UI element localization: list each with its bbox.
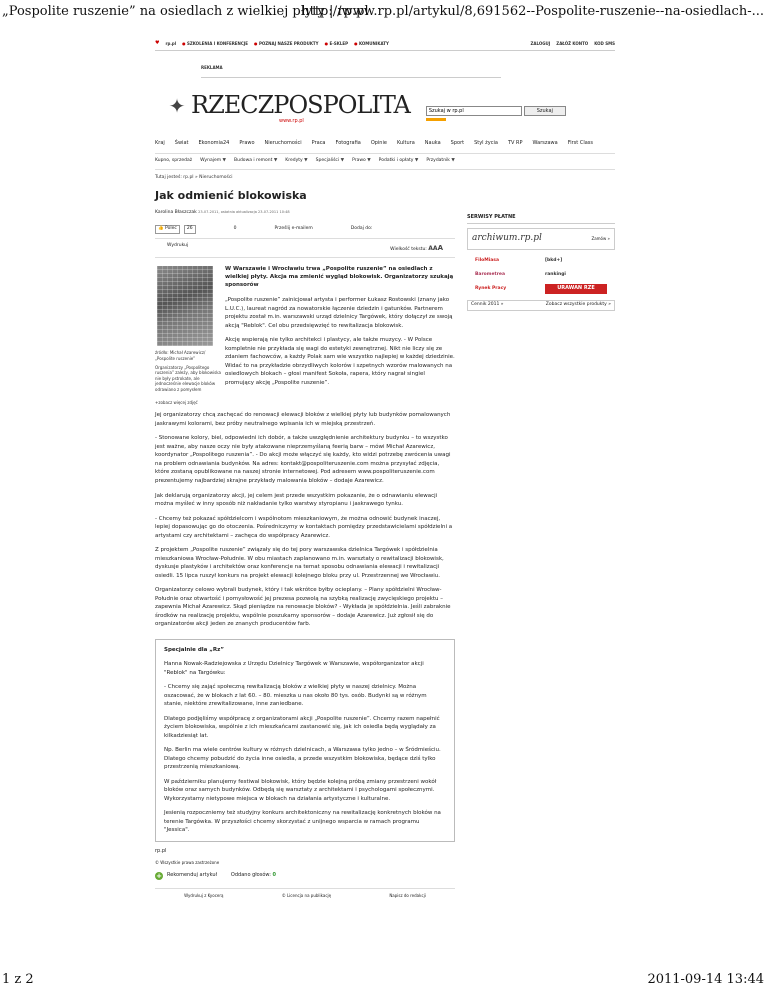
sidebar — [467, 186, 615, 899]
email-link[interactable]: Prześlij e-mailem — [274, 225, 313, 231]
recommend-row — [155, 872, 455, 880]
article-lead: W Warszawie i Wrocławiu trwa „Pospolite ruszenie” na osiedlach z wielkiej płyty. Akcja ma zmienić wygląd blokowisk. Organizatorzy szukają sponsorów — [225, 266, 454, 289]
print-kyocera-link[interactable]: Wydrukuj z Kyocerą — [184, 892, 224, 898]
special-paragraph: Hanna Nowak-Radziejowska z Urzędu Dzielnicy Targówek w Warszawie, współorganizator akcji "Reblok" na Targówku: — [164, 661, 424, 676]
nav-item[interactable]: Fotografia — [335, 139, 361, 146]
paragraph: - Chcemy też pokazać spółdzielcom i wspólnotom mieszkaniowym, że można odnowić budynek inaczej, lepiej dopasowując go do otoczenia. Pośredniczymy w kontaktach pomiędzy przedstawicielami spółdzielni a artystami czy architektami – zachęca do współpracy Azarewicz. — [155, 515, 453, 539]
text-size-small[interactable]: A — [428, 244, 433, 252]
dropdown-arrow-icon: ▼ — [273, 158, 278, 163]
masthead — [155, 92, 615, 134]
print-header-url: http://www.rp.pl/artykul/8,691562--Pospolite-ruszenie--na-osiedlach-... — [301, 4, 764, 19]
topbar-link-esklep[interactable]: ● E-SKLEP — [324, 40, 349, 46]
comment-count[interactable]: 0 — [233, 225, 237, 231]
service-logo[interactable]: Barometrea — [475, 271, 505, 277]
lead-text — [225, 266, 455, 405]
archive-banner[interactable] — [467, 228, 615, 250]
article-column — [155, 186, 455, 899]
contact-editors-link[interactable]: Napisz do redakcji — [389, 892, 426, 898]
special-paragraph: Jesienią rozpoczniemy też studyjny konkurs architektoniczny na rewitalizację konkretnych bloków na terenie Targówka. W przyszłości chcemy skorzystać z unijnego wsparcia w ramach programu "Jessica". — [164, 810, 441, 834]
eagle-icon: ✦ — [168, 93, 186, 118]
article-photo[interactable] — [157, 266, 213, 346]
price-list-row — [467, 300, 615, 311]
article-footer — [155, 848, 455, 899]
text-size-medium[interactable]: A — [432, 244, 438, 252]
top-bar — [155, 40, 615, 51]
content-area — [155, 186, 615, 899]
search-button[interactable]: Szukaj — [524, 106, 566, 116]
sidebar-title: SERWISY PŁATNE — [467, 214, 615, 225]
text-size-large[interactable]: A — [437, 243, 443, 252]
subnav-item[interactable]: Przydatnik ▼ — [426, 158, 455, 163]
more-photos-link[interactable]: +zobacz więcej zdjęć — [155, 399, 198, 405]
nav-item[interactable]: Świat — [174, 139, 189, 146]
paragraph: „Pospolite ruszenie” zainicjował artysta i performer Łukasz Rostowski (znany jako L.U.C.), laureat nagród za nowatorskie łączenie dziedzin i gatunków. Partnerem projektu został m.in. warszawski urząd dzielnicy Targówek, który dołączył ze swoją akcją "Reblok". Cel obu przedsięwzięć to rewitalizacja blokowisk. — [225, 297, 453, 329]
subnav-item[interactable]: Prawo ▼ — [352, 158, 371, 163]
nav-item[interactable]: Prawo — [239, 139, 255, 146]
footer-links — [155, 888, 455, 899]
service-logo[interactable]: [bkd+] — [545, 257, 563, 263]
all-products-link[interactable]: Zobacz wszystkie produkty » — [545, 302, 611, 307]
bullet-icon: ● — [182, 40, 186, 46]
special-box — [155, 639, 455, 842]
special-heading: Specjalnie dla „Rz” — [164, 646, 224, 653]
subnav-item[interactable]: Podatki i opłaty ▼ — [378, 158, 419, 163]
subnav-item[interactable]: Kredyty ▼ — [285, 158, 308, 163]
dropdown-arrow-icon: ▼ — [414, 158, 419, 163]
topbar-link-produkty[interactable]: ● POZNAJ NASZE PRODUKTY — [254, 40, 319, 46]
photo-column — [155, 266, 225, 405]
special-paragraph: W październiku planujemy festiwal blokowisk, który będzie kolejną próbą zmiany przestrzeni wokół bloków oraz samych budynków. Odbędą się warsztaty z architektami i psychologami społecznymi. Wykorzystamy nietypowe miejsca w blokach na działania artystyczne i kulturalne. — [164, 778, 437, 802]
search-input[interactable] — [426, 106, 522, 116]
service-logo[interactable]: URAWAN RZE — [545, 284, 607, 294]
dropdown-arrow-icon: ▼ — [451, 158, 455, 163]
nav-item[interactable]: Nieruchomości — [264, 139, 302, 146]
service-logo[interactable]: Rynek Pracy — [475, 285, 507, 291]
special-paragraph: Np. Berlin ma wiele centrów kultury w różnych dzielnicach, a Warszawa tylko jedno – w Śródmieściu. Dlatego chcemy pobudzić do życia inne osiedla, a przede wszystkim blokowiska, będące dziś tylko przestrzenią mieszkaniową. — [164, 747, 441, 771]
dropdown-arrow-icon: ▼ — [367, 158, 371, 163]
nav-item[interactable]: Warszawa — [532, 139, 558, 146]
nav-item[interactable]: Opinie — [370, 139, 387, 146]
special-paragraph: - Chcemy się zająć społeczną rewitalizacją bloków z wielkiej płyty w naszej dzielnicy. Można oszacować, że w blokach z lat 60. – 80. mieszka u nas około 80 tys. osób. Budynki są w różnym stanie, niektóre zrewitalizowane, inne zaniedbane. — [164, 684, 427, 708]
print-link[interactable]: Wydrukuj — [167, 242, 189, 248]
bullet-icon: ● — [354, 40, 358, 46]
service-logo[interactable]: FiloMiasa — [475, 257, 500, 263]
paragraph: Organizatorzy celowo wybrali budynek, który i tak wkrótce byłby ocieplany. – Plany spółdzielni Wrocław-Południe oraz otwartość i pomysłowość jej prezesa pozwolą na szybką realizację zwycięskiego projektu – zapewnia Michał Azarewicz. Skąd pieniądze na renowacje bloków? - Wykłada je spółdzielnia. Jeśli zabraknie środków na realizację projektu, wspólnie poszukamy sponsorów – dodaje Azarewicz. Już zgłosił się do organizatorów akcji jeden ze znanych producentów farb. — [155, 587, 451, 628]
article-tools — [155, 225, 455, 239]
nav-item[interactable]: Sport — [450, 139, 465, 146]
archive-logo: archiwum.rp.pl — [472, 233, 542, 244]
recommend-link[interactable]: Rekomenduj artykuł — [167, 871, 217, 878]
dropdown-arrow-icon: ▼ — [340, 158, 345, 163]
search-accent — [426, 118, 446, 121]
photo-caption: Organizatorzy „Pospolitego ruszenia” zależy, aby blokowiska nie były pstrokate, ale jednocześnie elewacje bloków odrawiano z pomysłem — [155, 365, 221, 392]
service-logo[interactable]: rankingi — [545, 271, 566, 277]
ad-divider — [201, 77, 501, 78]
source: rp.pl — [155, 848, 167, 854]
brand-link[interactable]: rp.pl — [165, 40, 177, 46]
subnav-item[interactable]: Kupno, sprzedaż — [155, 158, 193, 163]
lead-section — [155, 266, 455, 405]
ad-label: REKLAMA — [201, 64, 223, 70]
site-logo[interactable]: RZECZPOSPOLITA — [191, 90, 410, 119]
main-nav — [155, 140, 615, 155]
sms-code-link[interactable]: KOD SMS — [594, 40, 615, 46]
paragraph: Akcję wspierają nie tylko architekci i plastycy, ale także muzycy. - W Polsce kompletnie nie przykłada się wagi do estetyki zewnętrznej. Nikt nie liczy się ze zdaniem fachowców, a każdy Polak sam wie wszystko najlepiej w każdej dziedzinie. Widać to na przykładzie obrzydliwych kolorów i szpetnych wzorów malowanych na osiedlowych blokach – głosi manifest Sokoła, rapera, który nagrał singiel promujący akcję „Pospolite ruszenie”. — [225, 337, 455, 386]
bullet-icon: ● — [254, 40, 258, 46]
nav-item[interactable]: Kultura — [396, 139, 415, 146]
print-tools — [155, 243, 455, 259]
paragraph: Z projektem „Pospolite ruszenie” związały się do tej pory warszawska dzielnica Targówek i spółdzielnia mieszkaniowa Wrocław-Południe. W obu miastach zaplanowano m.in. warsztaty o rewitalizacji blokowisk, dyskusje plastyków i architektów oraz konferencje na temat sposobu odnawiania elewacji i rewitalizacji osiedli. 15 lipca ruszył konkurs na projekt elewacji kolejnego bloku przy ul. Przestrzennej we Wrocławiu. — [155, 547, 444, 579]
add-to-label: Dodaj do: — [350, 225, 373, 231]
nav-item[interactable]: Kraj — [155, 139, 165, 146]
print-footer-page: 1 z 2 — [2, 972, 34, 987]
subnav-item[interactable]: Wynajem ▼ — [200, 158, 227, 163]
paragraph: - Stonowane kolory, biel, odpowiedni ich dobór, a także uwzględnienie architektury budynku – to wszystko jest ważne, aby nasze oczy nie były atakowane nieprzemyślaną feerią barw – mówi Michał Azarewicz, koordynator „Pospolitego ruszenia”. - Do akcji może włączyć się każdy, kto widzi potrzebę zwrócenia uwagi na problem odnawiania budynków. Na adres: kontakt@pospoliteruszenie.com można przysyłać zdjęcia, które zostaną opublikowane na naszej stronie internetowej. Pod adresem www.pospoliteruszenie.com prezentujemy najbardziej skrajne przykłady malowania bloków – dodaje Azarewicz. — [155, 435, 451, 484]
article-title: Jak odmienić blokowiska — [155, 188, 307, 202]
search-form — [426, 106, 566, 121]
photo-source: źródło: Michał Azarewicz/„Pospolite ruszenie” — [155, 350, 206, 361]
byline — [155, 210, 455, 217]
print-footer-date: 2011-09-14 13:44 — [647, 972, 764, 987]
register-link[interactable]: ZAŁÓŻ KONTO — [556, 40, 589, 46]
services-grid — [467, 256, 615, 294]
license-link[interactable]: © Licencja na publikację — [281, 892, 332, 898]
heart-icon: ♥ — [155, 40, 160, 46]
sub-nav — [155, 158, 615, 170]
topbar-link-szkolenia[interactable]: ● SZKOLENIA I KONFERENCJE — [182, 40, 249, 46]
like-count: 26 — [184, 225, 196, 234]
nav-item[interactable]: Styl życia — [474, 139, 498, 146]
nav-item[interactable]: Praca — [311, 139, 326, 146]
votes: Oddano głosów: 0 — [230, 871, 276, 878]
nav-item[interactable]: Ekonomia24 — [198, 139, 230, 146]
print-header-title: „Pospolite ruszenie” na osiedlach z wielkiej płyty | rp.pl — [2, 4, 369, 19]
breadcrumb: Tutaj jesteś: rp.pl » Nieruchomości — [155, 174, 233, 180]
dropdown-arrow-icon: ▼ — [304, 158, 308, 163]
nav-item[interactable]: Nauka — [424, 139, 441, 146]
plus-icon[interactable]: + — [156, 871, 162, 880]
text-size: Wielkość tekstu: AAA — [390, 243, 443, 252]
login-link[interactable]: ZALOGUJ — [530, 40, 551, 46]
subnav-item[interactable]: Budowa i remont ▼ — [234, 158, 278, 163]
site-url: www.rp.pl — [279, 117, 304, 124]
subnav-item[interactable]: Specjaliści ▼ — [315, 158, 345, 163]
like-button[interactable]: 👍 Polec — [155, 225, 180, 234]
special-paragraph: Dlatego podjęliśmy współpracę z organizatorami akcji „Pospolite ruszenie”. Chcemy razem napełnić życiem blokowiska, wspólnie z ich mieszkańcami zastanowić się, jak ich osiedla będą wyglądały za kilkadziesiąt lat. — [164, 715, 440, 739]
nav-item[interactable]: First Class — [567, 139, 593, 146]
vote-count: 0 — [272, 871, 276, 878]
thumb-icon: 👍 — [158, 225, 164, 231]
price-list-link[interactable]: Cennik 2011 » — [471, 302, 504, 307]
copyright: © Wszystkie prawa zastrzeżone — [155, 859, 220, 865]
archive-order-link[interactable]: Zamów » — [591, 236, 610, 241]
nav-item[interactable]: TV RP — [507, 139, 523, 146]
author[interactable]: Karolina Błaszczak — [155, 210, 197, 215]
bullet-icon: ● — [324, 40, 329, 46]
paragraph: Jej organizatorzy chcą zachęcać do renowacji elewacji bloków z wielkiej płyty lub budynków pomalowanych jaskrawymi kolorami, bez próby neutralnego wpisania ich w miejską przestrzeń. — [155, 412, 451, 427]
topbar-link-komunikaty[interactable]: ● KOMUNIKATY — [354, 40, 389, 46]
paragraph: Jak deklarują organizatorzy akcji, jej celem jest przede wszystkim pokazanie, że o odnawianiu elewacji można myśleć w inny sposób niż nakładanie tylko warstwy styropianu i jaskrawego tynku. — [155, 492, 438, 508]
dropdown-arrow-icon: ▼ — [222, 158, 227, 163]
article-date: 23-07-2011, ostatnia aktualizacja 23-07-2011 10:48 — [198, 210, 290, 214]
article-page — [155, 40, 615, 899]
